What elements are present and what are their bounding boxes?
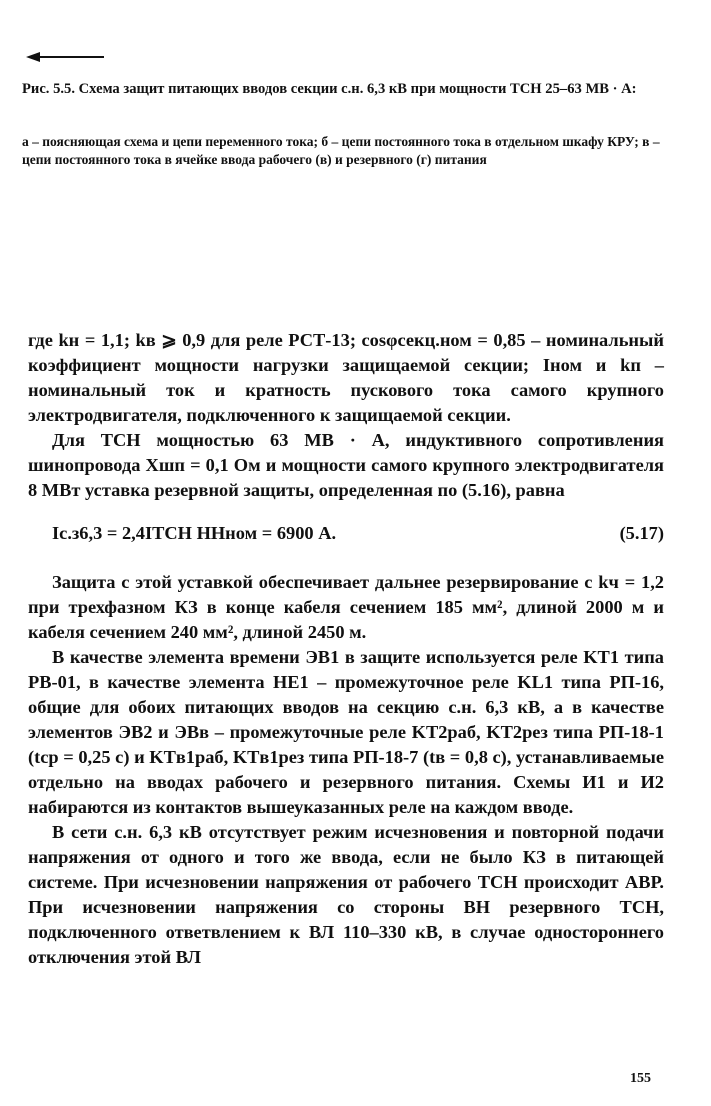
paragraph-3: Защита с этой уставкой обеспечивает дальнее резервирование с kч = 1,2 при трехфазном КЗ в конце кабеля сечением 185 мм², длиной 2000 м и кабеля сечением 240 мм², длиной 2450 м. xyxy=(28,572,664,642)
equation-text: Iс.з6,3 = 2,4IТСН ННном = 6900 А. xyxy=(52,523,337,543)
page-number: 155 xyxy=(630,1071,651,1086)
paragraph-5: В сети с.н. 6,3 кВ отсутствует режим исчезновения и повторной подачи напряжения от одного и того же ввода, если не было КЗ в питающей системе. При исчезновении напряжения от рабочего ТСН происходит АВР. При исчезновении напряжения со стороны ВН резервного ТСН, подключенного ответвлением к ВЛ 110–330 кВ, в случае одностороннего отключения этой ВЛ xyxy=(28,822,664,967)
figure-caption: Рис. 5.5. Схема защит питающих вводов секции с.н. 6,3 кВ при мощности ТСН 25–63 МВ · А: xyxy=(22,81,637,97)
equation-number: (5.17) xyxy=(619,523,664,543)
equation-5-17 xyxy=(28,521,664,546)
figure-legend: а – поясняющая схема и цепи переменного тока; б – цепи постоянного тока в отдельном шкафу КРУ; в – цепи постоянного тока в ячейке ввода рабочего (в) и резервного (г) питания xyxy=(22,134,660,167)
paragraph-1: где kн = 1,1; kв ⩾ 0,9 для реле РСТ-13; cosφсекц.ном = 0,85 – номинальный коэффициент мощности нагрузки защищаемой секции; Iном и kп – номинальный ток и кратность пускового тока самого крупного электродвигателя, подключенного к защищаемой секции. xyxy=(28,330,664,425)
paragraph-4: В качестве элемента времени ЭВ1 в защите используется реле KT1 типа РВ-01, в качестве элемента НЕ1 – промежуточное реле KL1 типа РП-16, общие для обоих питающих вводов на секцию с.н. 6,3 кВ, а в качестве элементов ЭВ2 и ЭВв – промежуточные реле KT2раб, KT2рез типа РП-18-1 (tср = 0,25 с) и KTв1раб, KTв1рез типа РП-18-7 (tв = 0,8 с), устанавливаемые отдельно на вводах рабочего и резервного питания. Схемы И1 и И2 набираются из контактов вышеуказанных реле на каждом вводе. xyxy=(28,647,664,817)
paragraph-2: Для ТСН мощностью 63 МВ · А, индуктивного сопротивления шинопровода Xшп = 0,1 Ом и мощности самого крупного электродвигателя 8 МВт уставка резервной защиты, определенная по (5.16), равна xyxy=(28,430,664,500)
back-arrow-icon xyxy=(26,48,106,64)
body-text xyxy=(28,328,664,970)
